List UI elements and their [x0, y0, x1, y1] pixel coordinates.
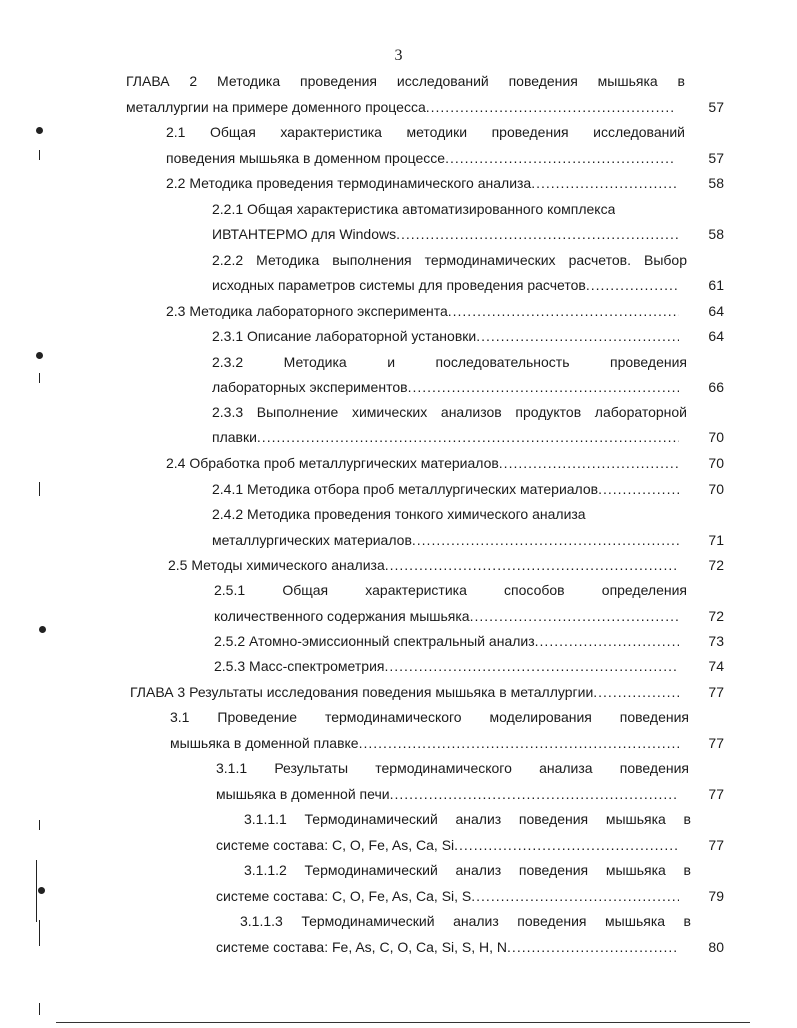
- toc-page-number: 72: [708, 608, 724, 624]
- toc-entry-first-line: 3.1.1.2 Термодинамический анализ поведения мышьяка в: [244, 862, 691, 878]
- toc-page-number: 58: [708, 175, 724, 191]
- binding-hole-mark: [36, 127, 43, 134]
- toc-entry-first-line: 3.1.1 Результаты термодинамического анализа поведения: [216, 760, 689, 776]
- toc-page-number: 66: [708, 379, 724, 395]
- toc-page-number: 77: [708, 786, 724, 802]
- margin-tick: [39, 482, 40, 496]
- toc-page-number: 77: [708, 735, 724, 751]
- bottom-edge-rule: [56, 1022, 750, 1023]
- toc-page-number: 61: [708, 277, 724, 293]
- toc-page-number: 74: [708, 658, 724, 674]
- toc-entry-last-line: мышьяка в доменной плавке .....: [170, 733, 679, 753]
- toc-page-number: 79: [708, 888, 724, 904]
- toc-entry-last-line: 2.4 Обработка проб металлургических материалов .....: [166, 453, 679, 473]
- toc-page-number: 64: [708, 328, 724, 344]
- toc-entry-last-line: металлургических материалов .....: [212, 530, 679, 550]
- toc-page-number: 80: [708, 939, 724, 955]
- toc-entry-first-line: 3.1.1.3 Термодинамический анализ поведения мышьяка в: [240, 913, 691, 929]
- toc-entry-last-line: 2.3.1 Описание лабораторной установки .....: [212, 326, 679, 346]
- toc-page-number: 70: [708, 429, 724, 445]
- toc-entry-first-line: 2.2.1 Общая характеристика автоматизированного комплекса: [212, 201, 616, 217]
- toc-entry-last-line: системе состава: C, O, Fe, As, Ca, Si .....: [216, 835, 679, 855]
- toc-entry-last-line: количественного содержания мышьяка .....: [214, 606, 679, 626]
- binding-hole-mark: [36, 352, 43, 359]
- toc-entry-last-line: 2.2 Методика проведения термодинамического анализа .....: [166, 173, 679, 193]
- page-number: 3: [394, 47, 403, 64]
- toc-entry-first-line: 2.3.3 Выполнение химических анализов продуктов лабораторной: [212, 404, 687, 420]
- margin-tick: [39, 820, 40, 830]
- toc-entry-last-line: мышьяка в доменной печи .....: [216, 784, 679, 804]
- toc-entry-last-line: лабораторных экспериментов .....: [212, 377, 679, 397]
- toc-entry-first-line: 2.3.2 Методика и последовательность проведения: [212, 354, 687, 370]
- toc-entry-last-line: 2.4.1 Методика отбора проб металлургических материалов .....: [212, 479, 679, 499]
- toc-page-number: 71: [708, 532, 724, 548]
- toc-entry-last-line: 2.3 Методика лабораторного эксперимента .....: [166, 301, 679, 321]
- margin-tick: [39, 1003, 40, 1015]
- margin-tick: [36, 860, 37, 922]
- toc-entry-last-line: исходных параметров системы для проведения расчетов .....: [212, 275, 679, 295]
- toc-entry-first-line: 2.5.1 Общая характеристика способов определения: [214, 582, 687, 598]
- margin-tick: [39, 150, 40, 160]
- toc-entry-last-line: поведения мышьяка в доменном процессе .....: [166, 148, 675, 168]
- margin-tick: [39, 373, 40, 383]
- toc-entry-last-line: ИВТАНТЕРМО для Windows .....: [212, 224, 679, 244]
- toc-page-number: 58: [708, 226, 724, 242]
- margin-tick: [39, 920, 40, 946]
- toc-entry-first-line: 2.2.2 Методика выполнения термодинамических расчетов. Выбор: [212, 252, 687, 268]
- toc-page-number: 64: [708, 303, 724, 319]
- toc-entry-last-line: плавки .....: [212, 427, 679, 447]
- toc-page-number: 77: [708, 684, 724, 700]
- toc-entry-last-line: 2.5.3 Масс-спектрометрия .....: [214, 656, 679, 676]
- toc-page-number: 73: [708, 633, 724, 649]
- toc-page-number: 70: [708, 455, 724, 471]
- toc-page-number: 70: [708, 481, 724, 497]
- binding-hole-mark: [39, 626, 46, 633]
- toc-page-number: 77: [708, 837, 724, 853]
- toc-page-number: 57: [708, 150, 724, 166]
- toc-page-number: 57: [708, 99, 724, 115]
- toc-entry-last-line: системе состава: C, O, Fe, As, Ca, Si, S .....: [216, 886, 679, 906]
- toc-entry-last-line: ГЛАВА 3 Результаты исследования поведения мышьяка в металлургии .....: [130, 682, 679, 702]
- toc-entry-first-line: 2.1 Общая характеристика методики проведения исследований: [166, 124, 685, 140]
- toc-entry-last-line: металлургии на примере доменного процесса .....: [126, 97, 675, 117]
- binding-hole-mark: [38, 887, 45, 894]
- toc-entry-last-line: системе состава: Fe, As, C, O, Ca, Si, S, H, N .....: [216, 937, 679, 957]
- toc-entry-first-line: 2.4.2 Методика проведения тонкого химического анализа: [212, 506, 586, 522]
- toc-entry-first-line: 3.1 Проведение термодинамического моделирования поведения: [170, 709, 689, 725]
- toc-entry-last-line: 2.5 Методы химического анализа .....: [168, 555, 679, 575]
- toc-page-number: 72: [708, 557, 724, 573]
- toc-entry-last-line: 2.5.2 Атомно-эмиссионный спектральный анализ .....: [214, 631, 679, 651]
- toc-entry-first-line: ГЛАВА 2 Методика проведения исследований поведения мышьяка в: [126, 73, 685, 89]
- toc-entry-first-line: 3.1.1.1 Термодинамический анализ поведения мышьяка в: [244, 811, 691, 827]
